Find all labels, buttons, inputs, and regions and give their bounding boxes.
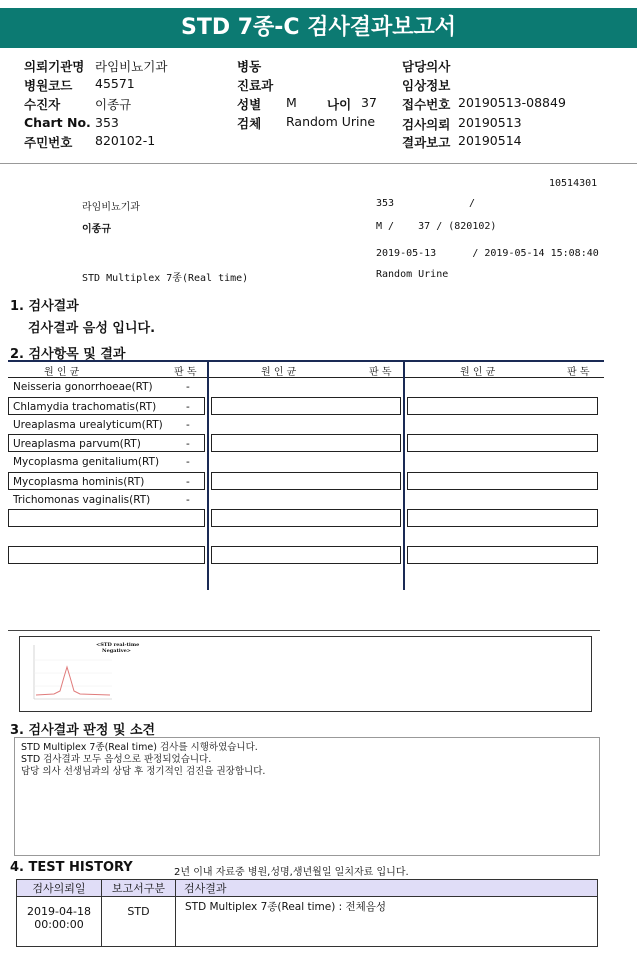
resident-no-value: 820102-1 [95, 133, 156, 148]
panel3-header [405, 362, 604, 378]
section1-summary: 검사결과 음성 입니다. [28, 321, 156, 336]
result-row: Mycoplasma genitalium(RT) - [13, 456, 190, 468]
panel2-judgement-header: 판 독 [369, 367, 392, 378]
hospital-code-label: 병원코드 [24, 78, 73, 93]
info-sex-age: M / 37 / (820102) [376, 221, 497, 232]
info-chart-separator: / [469, 198, 476, 209]
chart-no-value: 353 [95, 115, 119, 130]
opinion-line: STD Multiplex 7종(Real time) 검사를 시행하였습니다. [21, 742, 258, 753]
doctor-label: 담당의사 [402, 59, 451, 74]
results-panel-3 [405, 362, 604, 590]
empty-result-row [8, 509, 205, 527]
empty-result-row [8, 546, 205, 564]
history-col-result: 검사결과 [176, 880, 598, 897]
amplification-curve-plot [24, 641, 114, 705]
info-institution: 라임비뇨기과 [82, 202, 140, 213]
receipt-no-label: 접수번호 [402, 97, 451, 112]
specimen-value: Random Urine [286, 114, 376, 129]
opinion-line: STD 검사결과 모두 음성으로 판정되었습니다. [21, 754, 212, 765]
request-date-value: 20190513 [458, 115, 522, 130]
panel1-header [8, 362, 207, 378]
hospital-code-value: 45571 [95, 76, 135, 91]
history-date-cell [17, 897, 102, 947]
result-row: Mycoplasma hominis(RT) - [8, 472, 205, 490]
empty-result-row [211, 472, 401, 490]
info-chart: 353 [376, 198, 395, 209]
empty-result-row [407, 509, 598, 527]
age-label: 나이 [327, 97, 352, 112]
ward-label: 병동 [237, 59, 262, 74]
report-date-label: 결과보고 [402, 135, 451, 150]
info-dates: 2019-05-13 / 2019-05-14 15:08:40 [376, 248, 599, 259]
info-patient-name: 이종규 [82, 224, 111, 235]
request-date-label: 검사의뢰 [402, 117, 451, 132]
realtime-graph [19, 636, 592, 712]
graph-subtitle: Negative> [102, 648, 131, 654]
panel1-judgement-header: 판 독 [174, 367, 197, 378]
section3-title: 3. 검사결과 판정 및 소견 [10, 723, 156, 738]
specimen-label: 검체 [237, 116, 262, 131]
empty-result-row [211, 397, 401, 415]
result-row: Ureaplasma parvum(RT) - [8, 434, 205, 452]
patient-label: 수진자 [24, 97, 61, 112]
panel3-organism-header: 원 인 균 [460, 367, 496, 378]
receipt-no-value: 20190513-08849 [458, 95, 566, 110]
history-row [17, 897, 598, 947]
history-type: STD [102, 897, 176, 947]
history-time: 00:00:00 [34, 918, 84, 931]
chart-no-label: Chart No. [24, 115, 91, 130]
report-title: STD 7종-C 검사결과보고서 [0, 8, 637, 48]
panel2-organism-header: 원 인 균 [261, 367, 297, 378]
history-col-type: 보고서구분 [102, 880, 176, 897]
panel3-judgement-header: 판 독 [567, 367, 590, 378]
panel1-organism-header: 원 인 균 [44, 367, 80, 378]
empty-result-row [211, 509, 401, 527]
result-row: Neisseria gonorrhoeae(RT) - [13, 381, 190, 393]
age-value: 37 [361, 95, 377, 110]
history-date: 2019-04-18 [27, 905, 91, 918]
empty-result-row [211, 546, 401, 564]
institution-value: 라임비뇨기과 [95, 59, 168, 74]
history-header-row [17, 880, 598, 897]
history-col-date: 검사의뢰일 [17, 880, 102, 897]
empty-result-row [211, 434, 401, 452]
section2-title: 2. 검사항목 및 결과 [10, 347, 126, 362]
dept-label: 진료과 [237, 78, 274, 93]
empty-result-row [407, 397, 598, 415]
section1-title: 1. 검사결과 [10, 299, 79, 314]
opinion-line: 담당 의사 선생님과의 상담 후 정기적인 검진을 권장합니다. [21, 766, 266, 777]
history-table [16, 879, 598, 947]
opinion-box [14, 737, 600, 856]
empty-result-row [407, 472, 598, 490]
result-row: Chlamydia trachomatis(RT) - [8, 397, 205, 415]
info-specimen: Random Urine [376, 269, 449, 280]
results-panel-1 [8, 362, 207, 590]
result-row: Trichomonas vaginalis(RT) - [13, 494, 190, 506]
panel2-header [209, 362, 403, 378]
history-note: 2년 이내 자료중 병원,성명,생년월일 일치자료 입니다. [174, 867, 409, 878]
empty-result-row [407, 546, 598, 564]
result-row: Ureaplasma urealyticum(RT) - [13, 419, 190, 431]
report-date-value: 20190514 [458, 133, 522, 148]
institution-label: 의뢰기관명 [24, 59, 85, 74]
resident-no-label: 주민번호 [24, 135, 73, 150]
empty-result-row [407, 434, 598, 452]
results-panel-2 [209, 362, 403, 590]
sex-value: M [286, 95, 297, 110]
graph-title: <STD real-time [96, 642, 140, 648]
sex-label: 성별 [237, 97, 262, 112]
header-divider [0, 163, 637, 164]
graph-top-border [8, 630, 600, 631]
info-test-name: STD Multiplex 7종(Real time) [82, 273, 249, 284]
section4-title: 4. TEST HISTORY [10, 860, 133, 875]
clinical-info-label: 임상정보 [402, 78, 451, 93]
history-result: STD Multiplex 7종(Real time) : 전체음성 [176, 897, 598, 947]
patient-value: 이종규 [95, 97, 132, 112]
report-number: 10514301 [549, 178, 598, 189]
